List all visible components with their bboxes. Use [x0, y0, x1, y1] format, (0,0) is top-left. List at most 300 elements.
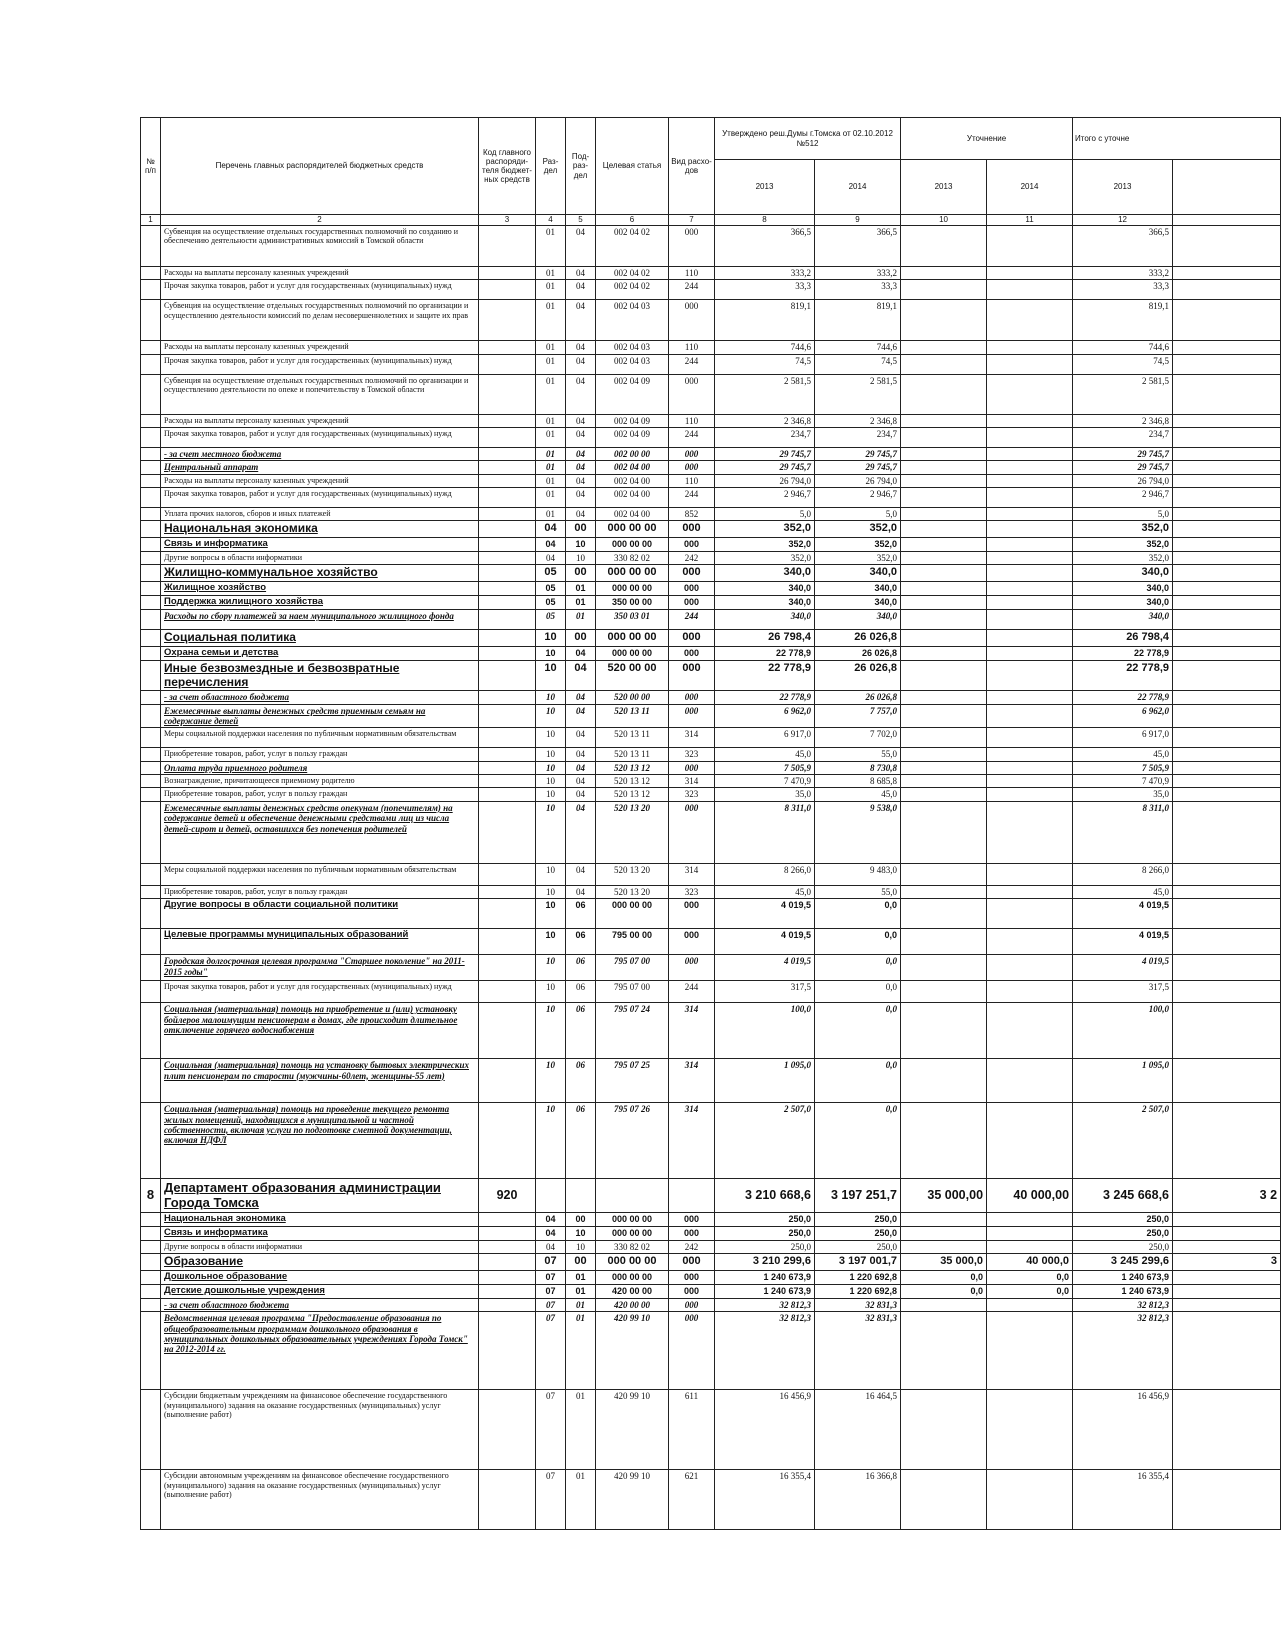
row-tsel: 002 04 03 — [596, 341, 669, 354]
row-clarify-2013 — [901, 226, 987, 267]
row-name: Ежемесячные выплаты денежных средств опекунам (попечителям) на содержание детей и обеспечение денежными средствами лиц из числа детей-сирот и детей, оставшихся без попечения родителей — [161, 801, 479, 863]
row-razdel: 07 — [536, 1390, 566, 1470]
row-total-2013: 45,0 — [1073, 885, 1173, 898]
row-clarify-2013 — [901, 1390, 987, 1470]
row-number — [141, 521, 161, 538]
table-row — [141, 1470, 1281, 1530]
table-row — [141, 508, 1281, 521]
row-tsel: 002 04 00 — [596, 474, 669, 487]
row-razdel: 01 — [536, 267, 566, 280]
row-podrazdel: 01 — [566, 1390, 596, 1470]
row-clarify-2013 — [901, 374, 987, 414]
table-row — [141, 885, 1281, 898]
row-kod — [479, 280, 536, 300]
column-number: 9 — [815, 215, 901, 226]
row-kod — [479, 1470, 536, 1530]
table-row — [141, 428, 1281, 448]
row-name: Социальная (материальная) помощь на проведение текущего ремонта жилых помещений, находящихся в муниципальной и частной собственности, включая услуги по подготовке сметной документации, включая НДФЛ — [161, 1103, 479, 1179]
row-clarify-2013 — [901, 704, 987, 728]
row-number — [141, 704, 161, 728]
row-approved-2014: 340,0 — [815, 610, 901, 630]
header-nn: № п/п — [141, 118, 161, 215]
row-approved-2013: 32 812,3 — [715, 1312, 815, 1390]
row-approved-2014: 2 946,7 — [815, 488, 901, 508]
row-number — [141, 461, 161, 474]
row-approved-2013: 250,0 — [715, 1227, 815, 1241]
row-razdel: 10 — [536, 748, 566, 761]
row-clarify-2014 — [987, 955, 1073, 981]
column-number: 7 — [669, 215, 715, 226]
row-vid: 000 — [669, 521, 715, 538]
row-razdel: 01 — [536, 488, 566, 508]
row-approved-2014: 2 346,8 — [815, 414, 901, 427]
row-kod — [479, 538, 536, 552]
row-approved-2014: 0,0 — [815, 1059, 901, 1103]
table-row — [141, 565, 1281, 582]
table-row — [141, 1285, 1281, 1299]
row-clarify-2014 — [987, 354, 1073, 374]
row-tsel: 520 00 00 — [596, 691, 669, 704]
row-podrazdel: 06 — [566, 955, 596, 981]
row-clarify-2014 — [987, 474, 1073, 487]
table-row — [141, 538, 1281, 552]
row-approved-2013: 2 346,8 — [715, 414, 815, 427]
row-total-2013: 7 505,9 — [1073, 761, 1173, 774]
row-vid: 314 — [669, 1103, 715, 1179]
row-razdel: 01 — [536, 414, 566, 427]
row-total-2014 — [1173, 374, 1281, 414]
row-approved-2014: 16 464,5 — [815, 1390, 901, 1470]
row-number — [141, 300, 161, 341]
row-total-2013: 22 778,9 — [1073, 646, 1173, 660]
column-number: 8 — [715, 215, 815, 226]
row-clarify-2013 — [901, 748, 987, 761]
header-clarify-2014: 2014 — [987, 160, 1073, 215]
row-razdel: 10 — [536, 801, 566, 863]
row-total-2014 — [1173, 691, 1281, 704]
row-clarify-2014 — [987, 596, 1073, 610]
row-tsel: 795 07 00 — [596, 981, 669, 1003]
row-number — [141, 801, 161, 863]
row-podrazdel: 04 — [566, 414, 596, 427]
row-number — [141, 929, 161, 955]
header-clarify-2013: 2013 — [901, 160, 987, 215]
header-tsel: Целевая статья — [596, 118, 669, 215]
row-kod — [479, 788, 536, 801]
table-row — [141, 704, 1281, 728]
row-total-2014 — [1173, 565, 1281, 582]
row-razdel: 01 — [536, 280, 566, 300]
row-approved-2013: 16 355,4 — [715, 1470, 815, 1530]
row-name: Охрана семьи и детства — [161, 646, 479, 660]
row-vid: 000 — [669, 899, 715, 929]
row-approved-2013: 29 745,7 — [715, 461, 815, 474]
row-kod — [479, 226, 536, 267]
row-razdel: 10 — [536, 885, 566, 898]
table-row — [141, 552, 1281, 565]
row-clarify-2014 — [987, 610, 1073, 630]
budget-sheet — [140, 117, 1278, 1650]
row-vid: 000 — [669, 1254, 715, 1271]
column-number: 4 — [536, 215, 566, 226]
row-total-2013: 366,5 — [1073, 226, 1173, 267]
row-name: Социальная (материальная) помощь на приобретение и (или) установку бойлеров малоимущим пенсионерам в домах, где происходит длительное отключение горячего водоснабжения — [161, 1003, 479, 1059]
row-kod — [479, 748, 536, 761]
row-approved-2014: 352,0 — [815, 521, 901, 538]
row-total-2013: 33,3 — [1073, 280, 1173, 300]
row-name: Городская долгосрочная целевая программа "Старшее поколение" на 2011-2015 годы" — [161, 955, 479, 981]
row-clarify-2013 — [901, 552, 987, 565]
table-body — [141, 226, 1281, 1530]
row-kod — [479, 630, 536, 647]
row-clarify-2014 — [987, 341, 1073, 354]
row-kod — [479, 775, 536, 788]
row-tsel: 002 04 02 — [596, 226, 669, 267]
row-vid: 110 — [669, 414, 715, 427]
row-clarify-2014 — [987, 267, 1073, 280]
row-tsel: 520 13 20 — [596, 801, 669, 863]
row-kod — [479, 660, 536, 691]
row-vid: 000 — [669, 461, 715, 474]
row-name: Центральный аппарат — [161, 461, 479, 474]
row-approved-2013: 744,6 — [715, 341, 815, 354]
row-total-2013: 250,0 — [1073, 1227, 1173, 1241]
row-number — [141, 775, 161, 788]
row-total-2013: 352,0 — [1073, 538, 1173, 552]
row-clarify-2014 — [987, 728, 1073, 748]
row-name: Расходы на выплаты персоналу казенных учреждений — [161, 474, 479, 487]
row-name: Жилищное хозяйство — [161, 582, 479, 596]
row-number — [141, 899, 161, 929]
row-approved-2013: 45,0 — [715, 748, 815, 761]
row-approved-2013: 317,5 — [715, 981, 815, 1003]
row-number — [141, 538, 161, 552]
row-clarify-2013 — [901, 508, 987, 521]
row-clarify-2013 — [901, 1241, 987, 1254]
row-vid — [669, 1179, 715, 1213]
row-name: Приобретение товаров, работ, услуг в пользу граждан — [161, 885, 479, 898]
row-tsel: 000 00 00 — [596, 565, 669, 582]
row-total-2013: 352,0 — [1073, 521, 1173, 538]
row-total-2014 — [1173, 1213, 1281, 1227]
row-tsel: 002 04 02 — [596, 267, 669, 280]
row-clarify-2013 — [901, 1470, 987, 1530]
row-name: Детские дошкольные учреждения — [161, 1285, 479, 1299]
row-razdel: 04 — [536, 1241, 566, 1254]
table-row — [141, 981, 1281, 1003]
row-total-2013: 26 798,4 — [1073, 630, 1173, 647]
column-number: 11 — [987, 215, 1073, 226]
row-total-2013: 2 946,7 — [1073, 488, 1173, 508]
row-tsel: 520 13 12 — [596, 788, 669, 801]
row-vid: 000 — [669, 691, 715, 704]
row-podrazdel: 04 — [566, 885, 596, 898]
row-vid: 000 — [669, 1227, 715, 1241]
row-razdel: 07 — [536, 1285, 566, 1299]
row-podrazdel: 10 — [566, 1227, 596, 1241]
row-tsel: 330 82 02 — [596, 1241, 669, 1254]
table-row — [141, 474, 1281, 487]
row-podrazdel: 01 — [566, 1470, 596, 1530]
row-name: Прочая закупка товаров, работ и услуг для государственных (муниципальных) нужд — [161, 280, 479, 300]
row-podrazdel: 01 — [566, 1299, 596, 1312]
row-number — [141, 1285, 161, 1299]
table-row — [141, 488, 1281, 508]
row-approved-2014: 234,7 — [815, 428, 901, 448]
row-kod — [479, 704, 536, 728]
row-total-2013: 1 240 673,9 — [1073, 1271, 1173, 1285]
column-number: 1 — [141, 215, 161, 226]
row-vid: 000 — [669, 704, 715, 728]
row-clarify-2013 — [901, 354, 987, 374]
column-number: 5 — [566, 215, 596, 226]
row-approved-2014: 250,0 — [815, 1213, 901, 1227]
row-tsel: 000 00 00 — [596, 1213, 669, 1227]
row-approved-2013: 4 019,5 — [715, 899, 815, 929]
row-approved-2013: 340,0 — [715, 596, 815, 610]
row-clarify-2013 — [901, 414, 987, 427]
row-number — [141, 474, 161, 487]
row-vid: 244 — [669, 610, 715, 630]
row-tsel: 002 04 00 — [596, 461, 669, 474]
header-approved-2014: 2014 — [815, 160, 901, 215]
row-approved-2013: 100,0 — [715, 1003, 815, 1059]
row-kod — [479, 1059, 536, 1103]
row-name: Расходы по сбору платежей за наем муниципального жилищного фонда — [161, 610, 479, 630]
row-podrazdel: 01 — [566, 610, 596, 630]
row-kod — [479, 1003, 536, 1059]
row-clarify-2014 — [987, 885, 1073, 898]
row-tsel: 795 07 24 — [596, 1003, 669, 1059]
row-name: Вознаграждение, причитающееся приемному родителю — [161, 775, 479, 788]
row-clarify-2014 — [987, 646, 1073, 660]
row-clarify-2014 — [987, 1003, 1073, 1059]
row-approved-2013: 6 917,0 — [715, 728, 815, 748]
row-clarify-2014 — [987, 374, 1073, 414]
row-tsel: 002 04 09 — [596, 414, 669, 427]
row-number — [141, 981, 161, 1003]
row-razdel: 01 — [536, 374, 566, 414]
row-podrazdel: 04 — [566, 788, 596, 801]
row-name: Национальная экономика — [161, 521, 479, 538]
row-vid: 314 — [669, 1003, 715, 1059]
row-kod — [479, 488, 536, 508]
row-clarify-2013 — [901, 981, 987, 1003]
row-clarify-2014 — [987, 1470, 1073, 1530]
row-vid: 242 — [669, 1241, 715, 1254]
row-total-2014 — [1173, 981, 1281, 1003]
row-total-2013: 2 581,5 — [1073, 374, 1173, 414]
row-approved-2013: 33,3 — [715, 280, 815, 300]
row-number — [141, 1470, 161, 1530]
row-clarify-2013 — [901, 646, 987, 660]
row-razdel: 10 — [536, 646, 566, 660]
row-total-2013: 4 019,5 — [1073, 929, 1173, 955]
row-tsel: 520 00 00 — [596, 660, 669, 691]
row-clarify-2013 — [901, 1312, 987, 1390]
row-kod — [479, 761, 536, 774]
row-number — [141, 748, 161, 761]
row-razdel: 01 — [536, 226, 566, 267]
row-podrazdel: 04 — [566, 488, 596, 508]
row-total-2014 — [1173, 280, 1281, 300]
row-name: - за счет областного бюджета — [161, 691, 479, 704]
row-clarify-2014 — [987, 1103, 1073, 1179]
row-clarify-2013 — [901, 461, 987, 474]
row-clarify-2014 — [987, 300, 1073, 341]
row-number — [141, 488, 161, 508]
row-podrazdel: 01 — [566, 596, 596, 610]
row-clarify-2013 — [901, 596, 987, 610]
row-total-2014 — [1173, 1227, 1281, 1241]
row-razdel: 10 — [536, 929, 566, 955]
row-approved-2014: 26 794,0 — [815, 474, 901, 487]
row-clarify-2013 — [901, 267, 987, 280]
row-approved-2013: 234,7 — [715, 428, 815, 448]
row-total-2013: 2 346,8 — [1073, 414, 1173, 427]
row-total-2013: 3 245 299,6 — [1073, 1254, 1173, 1271]
row-vid: 000 — [669, 801, 715, 863]
row-total-2014 — [1173, 863, 1281, 885]
row-total-2013: 6 962,0 — [1073, 704, 1173, 728]
row-total-2014 — [1173, 630, 1281, 647]
row-kod — [479, 596, 536, 610]
row-vid: 110 — [669, 341, 715, 354]
row-vid: 000 — [669, 300, 715, 341]
row-total-2014 — [1173, 474, 1281, 487]
table-row — [141, 788, 1281, 801]
row-razdel: 10 — [536, 691, 566, 704]
row-podrazdel: 04 — [566, 341, 596, 354]
row-approved-2013: 6 962,0 — [715, 704, 815, 728]
row-approved-2013: 340,0 — [715, 610, 815, 630]
row-total-2014 — [1173, 929, 1281, 955]
row-clarify-2013 — [901, 610, 987, 630]
row-number — [141, 728, 161, 748]
table-row — [141, 300, 1281, 341]
row-kod — [479, 691, 536, 704]
row-approved-2013: 22 778,9 — [715, 660, 815, 691]
row-tsel: 520 13 12 — [596, 775, 669, 788]
row-total-2013: 29 745,7 — [1073, 461, 1173, 474]
row-podrazdel: 00 — [566, 630, 596, 647]
row-podrazdel: 04 — [566, 748, 596, 761]
row-kod — [479, 428, 536, 448]
row-number — [141, 565, 161, 582]
row-kod — [479, 267, 536, 280]
row-razdel: 10 — [536, 1103, 566, 1179]
row-vid: 000 — [669, 226, 715, 267]
row-approved-2014: 7 702,0 — [815, 728, 901, 748]
row-clarify-2014 — [987, 929, 1073, 955]
row-total-2014 — [1173, 748, 1281, 761]
row-podrazdel: 04 — [566, 300, 596, 341]
budget-table — [140, 117, 1281, 1530]
row-total-2013: 4 019,5 — [1073, 899, 1173, 929]
row-clarify-2013 — [901, 1059, 987, 1103]
row-vid: 000 — [669, 630, 715, 647]
row-razdel: 10 — [536, 704, 566, 728]
row-clarify-2013 — [901, 1003, 987, 1059]
row-total-2014 — [1173, 226, 1281, 267]
row-number — [141, 354, 161, 374]
row-clarify-2014 — [987, 508, 1073, 521]
row-number — [141, 691, 161, 704]
row-razdel: 05 — [536, 582, 566, 596]
column-number: 10 — [901, 215, 987, 226]
row-approved-2013: 352,0 — [715, 538, 815, 552]
row-tsel: 350 00 00 — [596, 596, 669, 610]
row-tsel: 350 03 01 — [596, 610, 669, 630]
row-kod — [479, 1103, 536, 1179]
row-approved-2014: 45,0 — [815, 788, 901, 801]
table-row — [141, 728, 1281, 748]
row-vid: 244 — [669, 354, 715, 374]
row-clarify-2013 — [901, 728, 987, 748]
row-vid: 000 — [669, 582, 715, 596]
row-clarify-2013 — [901, 582, 987, 596]
row-tsel: 002 04 09 — [596, 428, 669, 448]
row-podrazdel: 04 — [566, 801, 596, 863]
table-row — [141, 596, 1281, 610]
row-name: Связь и информатика — [161, 538, 479, 552]
row-approved-2014: 250,0 — [815, 1227, 901, 1241]
row-total-2013: 5,0 — [1073, 508, 1173, 521]
row-number — [141, 1003, 161, 1059]
row-approved-2013: 4 019,5 — [715, 929, 815, 955]
table-row — [141, 630, 1281, 647]
row-number — [141, 955, 161, 981]
row-clarify-2013 — [901, 448, 987, 461]
row-total-2013: 744,6 — [1073, 341, 1173, 354]
row-number: 8 — [141, 1179, 161, 1213]
row-tsel: 520 13 11 — [596, 748, 669, 761]
row-podrazdel: 10 — [566, 552, 596, 565]
table-row — [141, 1059, 1281, 1103]
row-podrazdel: 01 — [566, 1271, 596, 1285]
table-row — [141, 226, 1281, 267]
row-vid: 000 — [669, 448, 715, 461]
table-row — [141, 1271, 1281, 1285]
row-razdel: 07 — [536, 1470, 566, 1530]
row-name: Приобретение товаров, работ, услуг в пользу граждан — [161, 788, 479, 801]
row-total-2013: 8 311,0 — [1073, 801, 1173, 863]
row-total-2014 — [1173, 1285, 1281, 1299]
row-clarify-2014 — [987, 801, 1073, 863]
row-number — [141, 1271, 161, 1285]
row-total-2014 — [1173, 341, 1281, 354]
row-clarify-2013 — [901, 885, 987, 898]
row-clarify-2014 — [987, 981, 1073, 1003]
row-podrazdel: 04 — [566, 267, 596, 280]
row-kod — [479, 646, 536, 660]
row-number — [141, 660, 161, 691]
row-razdel: 10 — [536, 1059, 566, 1103]
row-name: Иные безвозмездные и безвозвратные перечисления — [161, 660, 479, 691]
row-approved-2014: 55,0 — [815, 748, 901, 761]
row-vid: 314 — [669, 775, 715, 788]
table-row — [141, 1254, 1281, 1271]
row-vid: 000 — [669, 929, 715, 955]
row-tsel: 420 00 00 — [596, 1285, 669, 1299]
row-razdel: 05 — [536, 565, 566, 582]
row-kod — [479, 1390, 536, 1470]
row-razdel: 10 — [536, 863, 566, 885]
row-clarify-2013 — [901, 863, 987, 885]
row-total-2014 — [1173, 521, 1281, 538]
row-total-2013: 2 507,0 — [1073, 1103, 1173, 1179]
row-name: Субсидии автономным учреждениям на финансовое обеспечение государственного (муниципального) задания на оказание государственных (муниципальных) услуг (выполнение работ) — [161, 1470, 479, 1530]
